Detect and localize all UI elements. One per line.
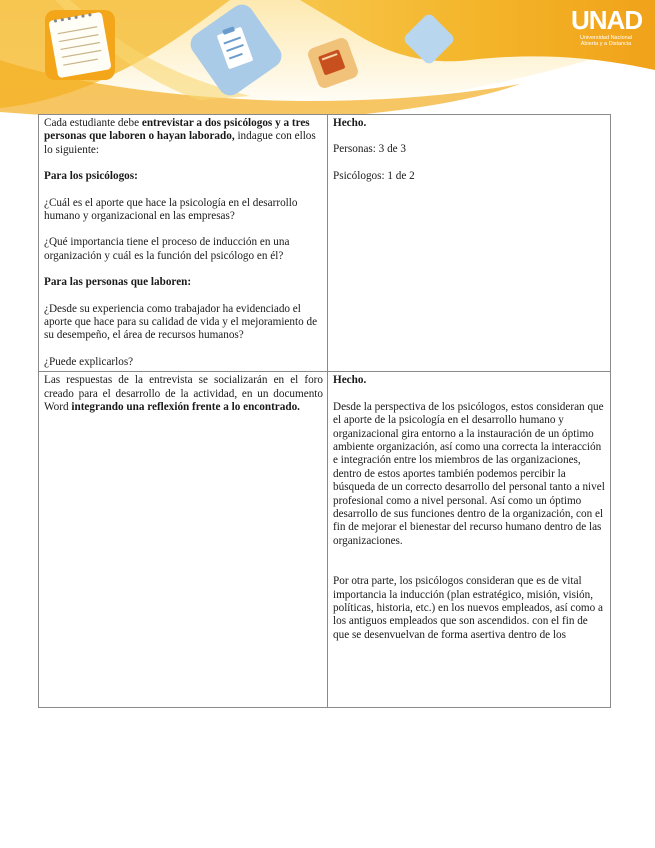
row1-right-cell [328, 115, 611, 372]
question-3: ¿Desde su experiencia como trabajador ha evidenciado el aporte que hace para su calidad de vida y el mejoramiento de su desempeño, el área de recursos humanos? [44, 302, 318, 342]
intro-paragraph [44, 117, 323, 157]
intro-text: Cada estudiante debe [44, 117, 142, 129]
row2-right-cell [328, 372, 611, 708]
intro-bold-text: entrevistar a dos psicólogos y a tres personas que laboren o hayan laborado, [44, 117, 310, 143]
intro-text-end: indague con ellos lo siguiente: [44, 130, 316, 156]
header-banner [0, 0, 655, 125]
question-2: ¿Qué importancia tiene el proceso de inducción en una organización y cuál es la función del psicólogo en él? [44, 236, 290, 262]
reflection-paragraph-2: Por otra parte, los psicólogos consideran que es de vital importancia la inducción (plan estratégico, misión, visión, políticas, historia, etc.) en los nuevos empleados, así como a los antiguos empleados que son ascendidos. con el fin de que se desenvuelvan de forma asertiva dentro de los [333, 575, 603, 641]
section-title-psychologists: Para los psicólogos: [44, 170, 138, 183]
status-done: Hecho. [333, 374, 367, 387]
reflection-paragraph-1: Desde la perspectiva de los psicólogos, estos consideran que el aporte de la psicología en el desarrollo humano y organizacional gira entorno a la instauración de un óptimo ambiente organización, así como una correcta la interacción e integración entre los miembros de las organizaciones, dentro de estos aportes también podemos percibir la búsqueda de un correcto desarrollo del personal tanto a nivel profesional como a nivel personal. Así como un óptimo desarrollo de sus funciones dentro de la organización, con el fin de mejorar el bienestar del recurso humano dentro de las organizaciones. [333, 400, 605, 547]
activity-table [38, 114, 611, 708]
question-4: ¿Puede explicarlos? [44, 355, 134, 368]
instructions-text: Las respuestas de la entrevista se socializarán en el foro creado para el desarrollo de la actividad, en un documento Word [44, 374, 323, 414]
row2-left-cell [39, 372, 328, 708]
table-row [39, 372, 611, 708]
question-1: ¿Cuál es el aporte que hace la psicología en el desarrollo humano y organizacional en las empresas? [44, 196, 298, 223]
psicologos-count: Psicólogos: 1 de 2 [333, 169, 415, 182]
logo-wordmark: UNAD [571, 5, 643, 35]
logo-subtitle: Universidad Nacional Abierta y a Distancia [580, 35, 632, 47]
instructions-bold-text: integrando una reflexión frente a lo encontrado. [71, 401, 300, 414]
section-title-workers: Para las personas que laboren: [44, 276, 192, 289]
personas-count: Personas: 3 de 3 [333, 143, 407, 156]
table-row [39, 115, 611, 372]
unad-logo [571, 6, 641, 47]
notepad-icon [45, 10, 115, 80]
instructions-paragraph [44, 374, 323, 414]
row1-left-cell [39, 115, 328, 372]
status-done: Hecho. [333, 117, 367, 129]
banner-graphic [0, 0, 655, 125]
